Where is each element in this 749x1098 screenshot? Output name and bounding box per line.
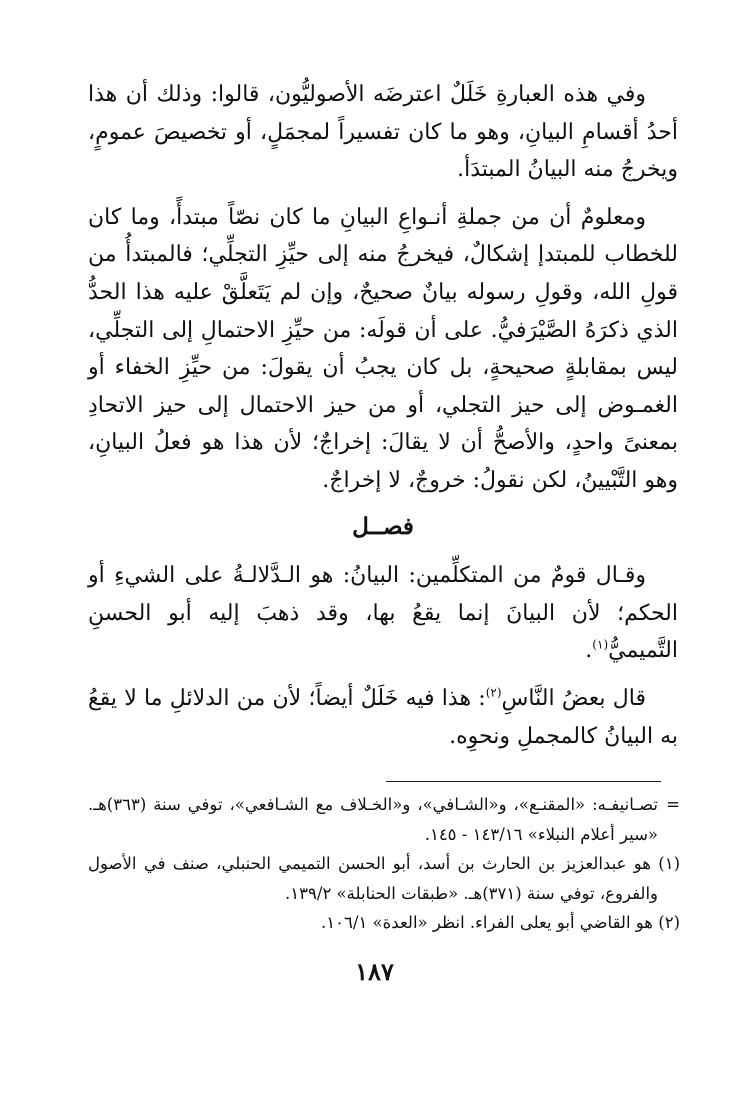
paragraph-4-rest: : هذا فيه خَلَلٌ أيضاً؛ لأن من الدلائلِ ما لا يقعُ به البيانُ كالمجملِ ونحوِه. [88, 685, 678, 749]
continuation-marker: = [666, 795, 680, 814]
paragraph-3-end: . [585, 638, 593, 664]
paragraph-3 [88, 557, 678, 670]
paragraph-3-text: وقـال قومٌ من المتكلِّمين: البيانُ: هو الـدَّلالـةُ على الشيءِ أو الحكم؛ لأن البيانَ إنما يقعُ بها، وقد ذهبَ إليه أبو الحسنِ التَّميميُّ [88, 563, 678, 664]
paragraph-2: ومعلومٌ أن من جملةِ أنـواعِ البيانِ ما كان نصّاً مبتدأً، وما كان للخطاب للمبتدإ إشكالٌ، فيخرجُ منه إلى حيِّزِ التجلِّي؛ فالمبتدأُ من قولِ الله، وقولِ رسوله بيانٌ صحيحٌ، وإن لم يَتَعلَّقْ عليه هذا الحدُّ الذي ذكرَهُ الصَّيْرَفيُّ. على أن قولَه: من حيِّزِ الاحتمالِ إلى التجلِّي، ليس بمقابلةٍ صحيحةٍ، بل كان يجبُ أن يقولَ: من حيِّزِ الخفاء أو الغمـوض إلى حيز التجلي، أو من حيز الاحتمال إلى حيز الاتحادِ بمعنىً واحدٍ، والأصحُّ أن لا يقالَ: إخراجٌ؛ لأن هذا هو فعلُ البيانِ، وهو التَّبْيينُ، لكن نقولُ: خروجٌ، لا إخراجٌ. [88, 204, 678, 493]
footnote-ref-1: (١) [592, 637, 609, 652]
footnote-1: (١) هو عبدالعزيز بن الحارث بن أسد، أبو الحسن التميمي الحنبلي، صنف في الأصول والفروع، توفي سنة (٣٧١)هـ. «طبقات الحنابلة» ١٣٩/٢. [88, 854, 680, 903]
paragraph-1: وفي هذه العبارةِ خَلَلٌ اعترضَه الأصوليُّون، قالوا: وذلك أن هذا أحدُ أقسامِ البيانِ، وهو ما كان تفسيراً لمجمَلٍ، أو تخصيصَ عمومٍ، ويخرجُ منه البيانُ المبتدَأ. [88, 82, 678, 183]
footnote-ref-2: (٢) [485, 685, 502, 700]
main-text [88, 76, 678, 755]
paragraph-4-start: قال بعضُ النَّاسِ [501, 685, 646, 711]
section-heading: فصــل [352, 512, 414, 540]
footnotes [88, 790, 680, 938]
paragraph-4 [88, 680, 678, 755]
footnote-continuation [88, 790, 680, 849]
footnote-divider [386, 781, 661, 782]
footnote-continuation-text: تصـانيفـه: «المقنـع»، و«الشـافي»، و«الخـلاف مع الشـافعي»، توفي سنة (٣٦٣)هـ. «سير أعلام النبلاء» ١٤٣/١٦ - ١٤٥. [88, 795, 658, 844]
page-number: ١٨٧ [355, 957, 394, 986]
footnote-2: (٢) هو القاضي أبو يعلى الفراء. انظر «العدة» ١٠٦/١. [321, 913, 680, 932]
